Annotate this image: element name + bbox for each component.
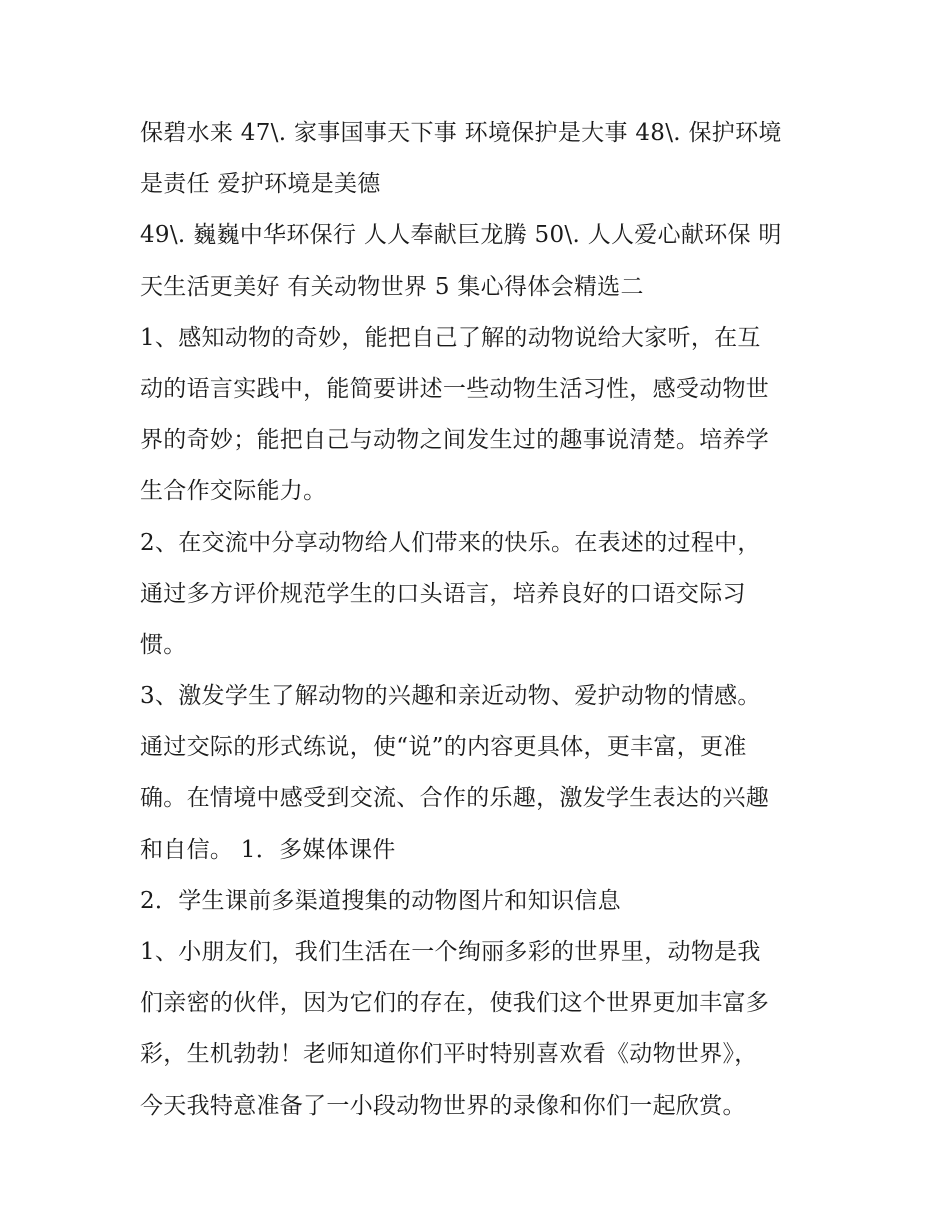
text-line: 界的奇妙；能把自己与动物之间发生过的趣事说清楚。培养学 bbox=[140, 427, 770, 454]
text-line: 通过多方评价规范学生的口头语言，培养良好的口语交际习 bbox=[140, 580, 746, 607]
text-line: 2．学生课前多渠道搜集的动物图片和知识信息 bbox=[140, 887, 621, 914]
text-line: 通过交际的形式练说，使“说”的内容更具体，更丰富，更准 bbox=[140, 734, 747, 761]
text-line: 49\. 巍巍中华环保行 人人奉献巨龙腾 50\. 人人爱心献环保 明 bbox=[140, 222, 782, 249]
text-line: 们亲密的伙伴，因为它们的存在，使我们这个世界更加丰富多 bbox=[140, 990, 770, 1017]
document-body bbox=[140, 108, 820, 1132]
text-line: 是责任 爱护环境是美德 bbox=[140, 171, 381, 198]
text-line: 确。在情境中感受到交流、合作的乐趣，激发学生表达的兴趣 bbox=[140, 785, 770, 812]
text-line: 天生活更美好 有关动物世界 5 集心得体会精选二 bbox=[140, 273, 644, 300]
text-line: 1、小朋友们，我们生活在一个绚丽多彩的世界里，动物是我 bbox=[140, 939, 761, 965]
text-line: 彩，生机勃勃！老师知道你们平时特别喜欢看《动物世界》， bbox=[140, 1041, 758, 1068]
text-line: 保碧水来 47\. 家事国事天下事 环境保护是大事 48\. 保护环境 bbox=[140, 120, 782, 146]
text-line: 今天我特意准备了一小段动物世界的录像和你们一起欣赏。 bbox=[140, 1092, 746, 1119]
text-line: 惯。 bbox=[140, 631, 187, 658]
text-line: 动的语言实践中，能简要讲述一些动物生活习性，感受动物世 bbox=[140, 375, 770, 402]
text-line: 2、在交流中分享动物给人们带来的快乐。在表述的过程中， bbox=[140, 529, 761, 556]
text-line: 和自信。 1．多媒体课件 bbox=[140, 836, 396, 863]
text-line: 3、激发学生了解动物的兴趣和亲近动物、爱护动物的情感。 bbox=[140, 683, 761, 710]
text-line: 1、感知动物的奇妙，能把自己了解的动物说给大家听，在互 bbox=[140, 324, 761, 351]
text-line: 生合作交际能力。 bbox=[140, 478, 327, 505]
